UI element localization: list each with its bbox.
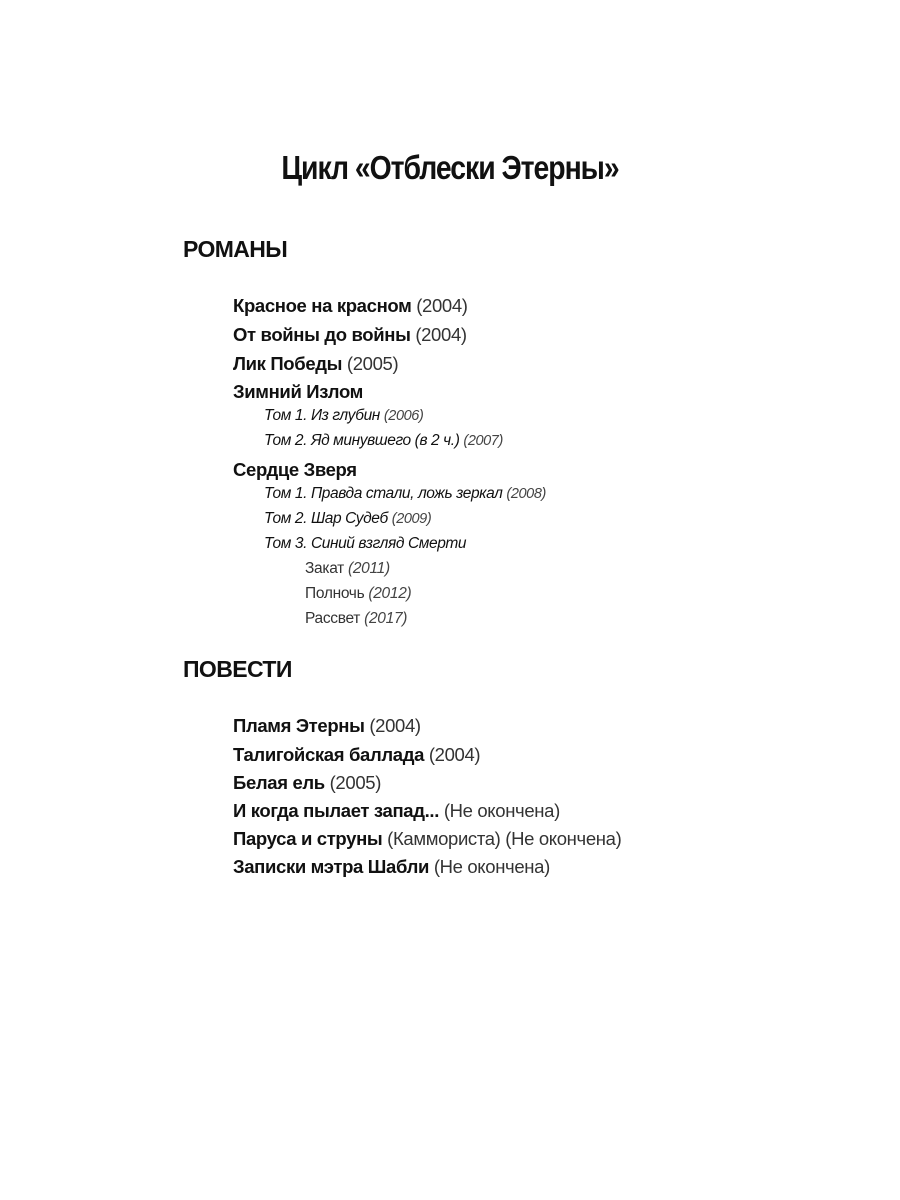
work-status: (Не окончена) — [443, 800, 560, 821]
list-item — [233, 827, 621, 851]
volume-year: (2006) — [383, 408, 424, 424]
volume-title: Том 2. Шар Судеб — [264, 510, 388, 527]
work-title: Записки мэтра Шабли — [233, 856, 430, 877]
work-status: (Не окончена) — [433, 856, 550, 877]
work-title: Красное на красном — [233, 295, 412, 316]
work-year: (2004) — [415, 324, 467, 345]
work-title: Талигойская баллада — [233, 744, 425, 765]
list-item — [233, 855, 550, 879]
page-title: Цикл «Отблески Этерны» — [281, 149, 619, 186]
part-year: (2012) — [368, 585, 412, 602]
list-item — [233, 458, 357, 482]
list-item — [305, 583, 411, 605]
work-year: (2004) — [416, 295, 468, 316]
list-item — [264, 430, 503, 452]
part-title: Рассвет — [305, 610, 361, 627]
volume-title: Том 1. Из глубин — [264, 407, 380, 424]
list-item — [264, 533, 466, 555]
list-item — [233, 294, 468, 318]
work-year: (2004) — [428, 744, 481, 765]
work-title: Пламя Этерны — [233, 715, 365, 736]
work-title: И когда пылает запад... — [233, 800, 440, 821]
list-item — [233, 323, 467, 347]
list-item — [305, 608, 407, 630]
part-title: Закат — [305, 560, 344, 577]
work-subtitle: (Каммориста) — [387, 828, 501, 849]
work-title: Паруса и струны — [233, 828, 383, 849]
work-year: (2005) — [346, 353, 399, 374]
part-year: (2011) — [348, 560, 390, 577]
list-item — [233, 714, 421, 738]
work-title: Зимний Излом — [233, 381, 364, 402]
list-item — [305, 558, 390, 580]
list-item — [233, 743, 480, 767]
list-item — [233, 799, 560, 823]
work-title: От войны до войны — [233, 324, 411, 345]
list-item — [233, 352, 398, 376]
section-heading-romany: РОМАНЫ — [183, 236, 288, 262]
work-title: Лик Победы — [233, 353, 343, 374]
volume-year: (2008) — [506, 486, 546, 502]
work-year: (2005) — [329, 772, 382, 793]
section-heading-povesti: ПОВЕСТИ — [183, 656, 292, 682]
work-title: Белая ель — [233, 772, 325, 793]
volume-year: (2009) — [391, 511, 432, 527]
part-year: (2017) — [364, 610, 408, 627]
list-item — [264, 483, 546, 505]
volume-title: Том 2. Яд минувшего (в 2 ч.) — [264, 432, 460, 449]
list-item — [233, 771, 381, 795]
volume-title: Том 3. Синий взгляд Смерти — [264, 535, 467, 552]
list-item — [233, 380, 363, 404]
list-item — [264, 405, 423, 427]
work-title: Сердце Зверя — [233, 459, 357, 480]
work-status: (Не окончена) — [505, 828, 622, 849]
part-title: Полночь — [305, 585, 365, 602]
list-item — [264, 508, 431, 530]
volume-title: Том 1. Правда стали, ложь зеркал — [264, 485, 503, 502]
volume-year: (2007) — [463, 433, 503, 449]
work-year: (2004) — [369, 715, 421, 736]
